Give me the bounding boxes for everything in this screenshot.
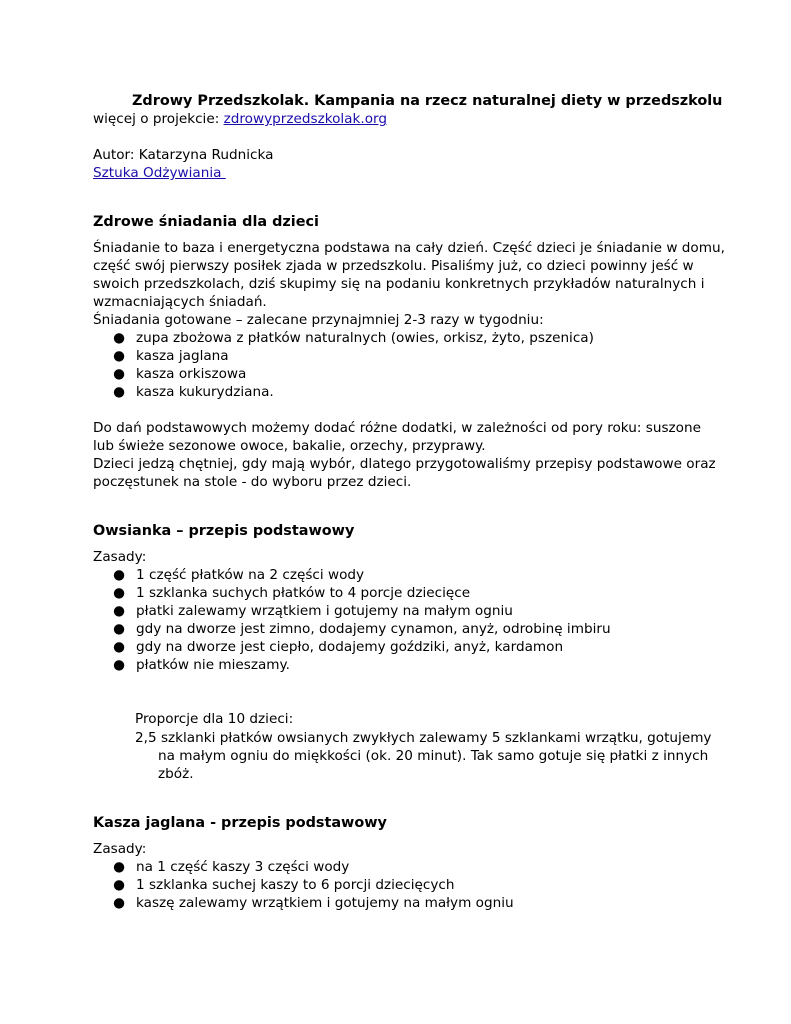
paragraph-line: Śniadanie to baza i energetyczna podstawa na cały dzień. Część dzieci je śniadanie w domu, [93,240,725,256]
bullet-icon: ● [113,567,125,583]
section-heading-millet: Kasza jaglana - przepis podstawowy [93,815,387,831]
paragraph-line: Do dań podstawowych możemy dodać różne dodatki, w zależności od pory roku: suszone [93,420,701,436]
section-heading-porridge: Owsianka – przepis podstawowy [93,523,355,539]
bullet-icon: ● [113,348,125,364]
document-title: Zdrowy Przedszkolak. Kampania na rzecz naturalnej diety w przedszkolu [132,93,723,109]
paragraph-line: część swój pierwszy posiłek zjada w przedszkolu. Pisaliśmy już, co dzieci powinny jeść w [93,258,694,274]
author-blog-line [93,164,226,182]
paragraph-line: wzmacniających śniadań. [93,294,267,310]
bullet-icon: ● [113,366,125,382]
bullet-icon: ● [113,657,125,673]
paragraph-line: swoich przedszkolach, dziś skupimy się na podaniu konkretnych przykładów naturalnych i [93,276,705,292]
more-info-line [93,110,387,128]
proportions-line: 2,5 szklanki płatków owsianych zwykłych zalewamy 5 szklankami wrzątku, gotujemy [135,730,712,746]
section-heading-breakfasts: Zdrowe śniadania dla dzieci [93,214,319,230]
proportions-line: na małym ogniu do miękkości (ok. 20 minut). Tak samo gotuje się płatki z innych [158,748,709,764]
bullet-icon: ● [113,639,125,655]
paragraph-line: poczęstunek na stole - do wyboru przez dzieci. [93,474,412,490]
bullet-icon: ● [113,585,125,601]
rules-label: Zasady: [93,841,147,857]
proportions-line: zbóż. [158,766,194,782]
more-info-prefix: więcej o projekcie: [93,111,224,127]
paragraph-line: Dzieci jedzą chętniej, gdy mają wybór, dlatego przygotowaliśmy przepisy podstawowe oraz [93,456,716,472]
bullet-icon: ● [113,603,125,619]
bullet-icon: ● [113,621,125,637]
rules-label: Zasady: [93,549,147,565]
bullet-icon: ● [113,859,125,875]
proportions-label: Proporcje dla 10 dzieci: [135,711,294,727]
author-line: Autor: Katarzyna Rudnicka [93,147,274,163]
bullet-icon: ● [113,895,125,911]
project-website-link[interactable]: zdrowyprzedszkolak.org [223,111,388,127]
author-blog-link[interactable]: Sztuka Odżywiania [93,165,226,181]
bullet-icon: ● [113,384,125,400]
paragraph-line: lub świeże sezonowe owoce, bakalie, orzechy, przyprawy. [93,438,486,454]
bullet-icon: ● [113,330,125,346]
document-page: Zdrowy Przedszkolak. Kampania na rzecz naturalnej diety w przedszkolu więcej o projekcie: zdrowyprzedszkolak.org Autor: Katarzyna Rudnicka Sztuka Odżywiania Zdrowe śniadania dla dzieci Śniadanie to baza i energetyczna podstawa na cały dzień. Część dzieci je śniadanie w domu, część swój pierwszy posiłek zjada w przedszkolu. Pisaliśmy już, co dzieci powinny jeść w swoich przedszkolach, dziś skupimy się na podaniu konkretnych przykładów naturalnych i wzmacniających śniadań. Śniadania gotowane – zalecane przynajmniej 2-3 razy w tygodniu: ● zupa zbożowa z płatków naturalnych (owies, orkisz, żyto, pszenica) ● kasza jaglana ● kasza orkiszowa ● kasza kukurydziana. Do dań podstawowych możemy dodać różne dodatki, w zależności od pory roku: suszone lub świeże sezonowe owoce, bakalie, orzechy, przyprawy. Dzieci jedzą chętniej, gdy mają wybór, dlatego przygotowaliśmy przepisy podstawowe oraz poczęstunek na stole - do wyboru przez dzieci. Owsianka – przepis podstawowy Zasady: ● 1 część płatków na 2 części wody ● 1 szklanka suchych płatków to 4 porcje dziecięce ● płatki zalewamy wrzątkiem i gotujemy na małym ogniu ● gdy na dworze jest zimno, dodajemy cynamon, anyż, odrobinę imbiru ● gdy na dworze jest ciepło, dodajemy goździki, anyż, kardamon ● płatków nie mieszamy. Proporcje dla 10 dzieci: 2,5 szklanki płatków owsianych zwykłych zalewamy 5 szklankami wrzątku, gotujemy na małym ogniu do miękkości (ok. 20 minut). Tak samo gotuje się płatki z innych zbóż. Kasza jaglana - przepis podstawowy Zasady: ● na 1 część kaszy 3 części wody ● 1 szklanka suchej kaszy to 6 porcji dziecięcych ● kaszę zalewamy wrzątkiem i gotujemy na małym ogniu [93,93,725,911]
list-intro: Śniadania gotowane – zalecane przynajmniej 2-3 razy w tygodniu: [93,312,544,328]
bullet-icon: ● [113,877,125,893]
